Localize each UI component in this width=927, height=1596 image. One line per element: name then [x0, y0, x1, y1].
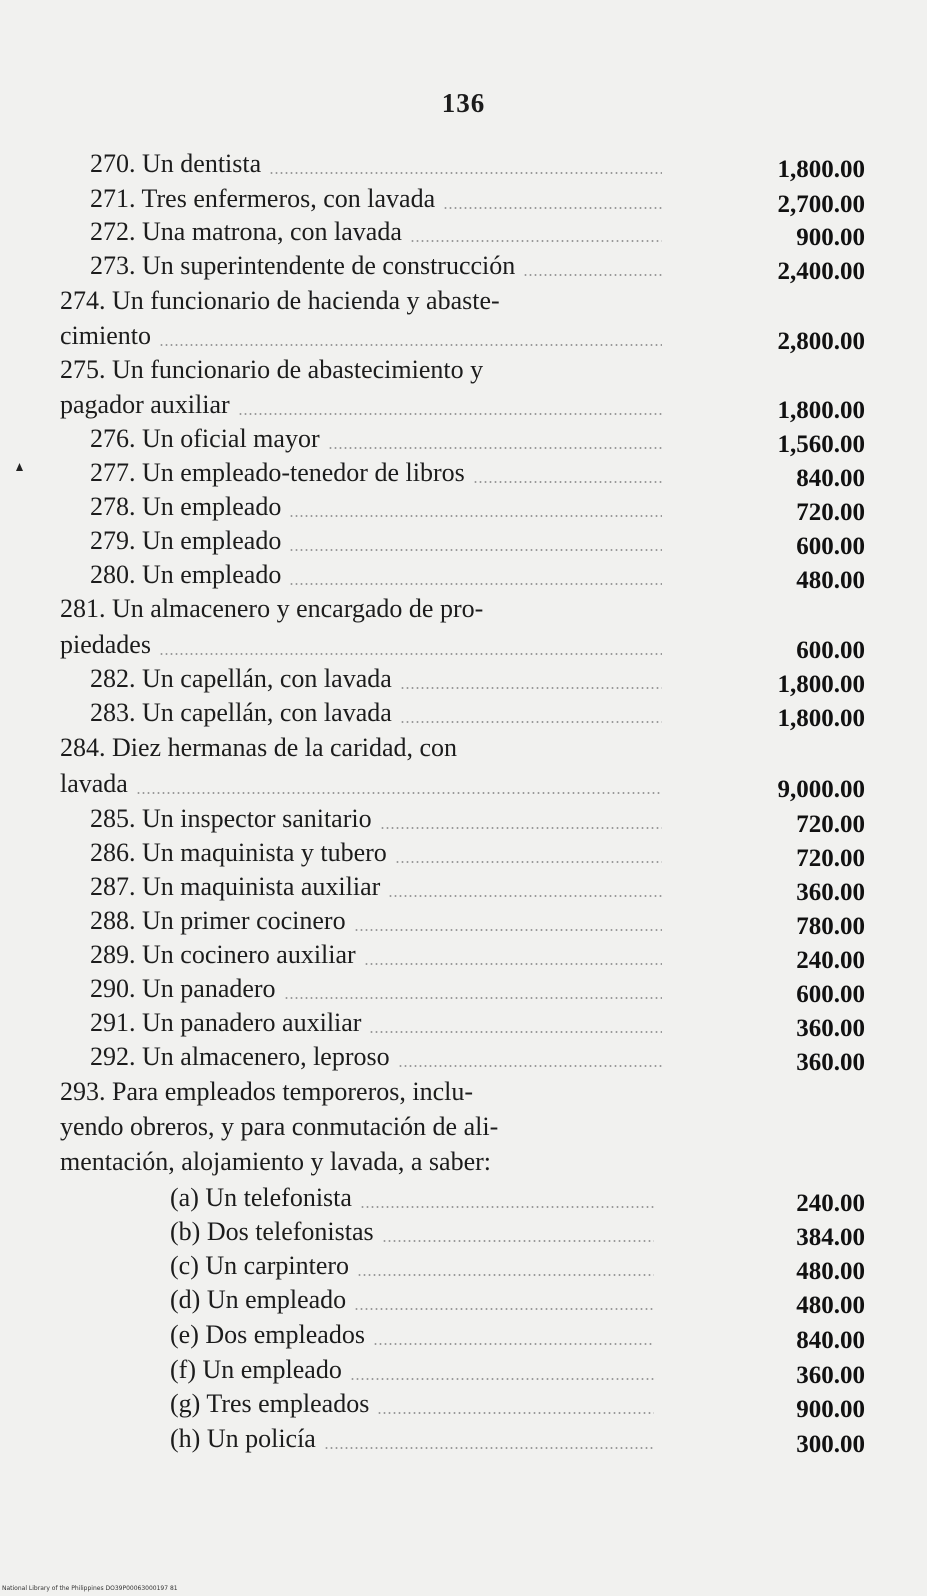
budget-line	[60, 695, 668, 731]
item-label: (h) Un policía	[170, 1424, 316, 1453]
library-footer: National Library of the Philippines DO39P00063000197 81	[2, 1585, 178, 1592]
budget-line	[60, 591, 668, 627]
item-amount: 2,800.00	[777, 328, 865, 355]
budget-line	[60, 523, 668, 559]
item-label: 284. Diez hermanas de la caridad, con	[60, 733, 458, 762]
item-label: 291. Un panadero auxiliar	[90, 1008, 362, 1037]
item-amount: 900.00	[796, 224, 865, 251]
item-label: (f) Un empleado	[170, 1355, 342, 1384]
item-label: 286. Un maquinista y tubero	[90, 838, 387, 867]
dot-leader	[523, 274, 662, 276]
item-label: (c) Un carpintero	[170, 1251, 350, 1280]
budget-line	[60, 1421, 660, 1457]
item-amount: 2,400.00	[777, 258, 865, 285]
item-label: 278. Un empleado	[90, 492, 282, 521]
item-amount: 840.00	[796, 465, 865, 492]
dot-leader	[289, 549, 662, 551]
item-amount: 300.00	[796, 1431, 865, 1458]
item-label: (g) Tres empleados	[170, 1389, 370, 1418]
item-amount: 720.00	[796, 811, 865, 838]
dot-leader	[289, 515, 662, 517]
dot-leader	[380, 827, 662, 829]
item-amount: 240.00	[796, 947, 865, 974]
budget-line	[60, 869, 668, 905]
item-label: 280. Un empleado	[90, 560, 282, 589]
item-label: 276. Un oficial mayor	[90, 424, 320, 453]
budget-line	[60, 146, 668, 182]
dot-leader	[238, 413, 662, 415]
item-label: 290. Un panadero	[90, 974, 276, 1003]
item-label: yendo obreros, y para conmutación de ali-	[60, 1112, 499, 1141]
item-label: 289. Un cocinero auxiliar	[90, 940, 356, 969]
page-number: 136	[441, 88, 486, 118]
item-amount: 780.00	[796, 913, 865, 940]
item-label: 288. Un primer cocinero	[90, 906, 346, 935]
budget-line	[60, 903, 668, 939]
dot-leader	[350, 1378, 654, 1380]
budget-line	[60, 1282, 660, 1318]
dot-leader	[328, 447, 662, 449]
item-amount: 2,700.00	[777, 191, 865, 218]
dot-leader	[369, 1031, 662, 1033]
item-label: 273. Un superintendente de construcción	[90, 251, 516, 280]
item-label: 292. Un almacenero, leproso	[90, 1042, 390, 1071]
budget-line	[60, 766, 668, 802]
budget-line	[60, 1180, 660, 1216]
dot-leader	[364, 963, 662, 965]
item-label: 277. Un empleado-tenedor de libros	[90, 458, 465, 487]
item-amount: 720.00	[796, 845, 865, 872]
item-label: 287. Un maquinista auxiliar	[90, 872, 381, 901]
dot-leader	[324, 1447, 654, 1449]
item-label: 272. Una matrona, con lavada	[90, 217, 402, 246]
budget-line	[60, 1005, 668, 1041]
item-label: (b) Dos telefonistas	[170, 1217, 374, 1246]
item-amount: 1,800.00	[777, 397, 865, 424]
budget-line	[60, 1039, 668, 1075]
item-label: 271. Tres enfermeros, con lavada	[90, 184, 436, 213]
dot-leader	[136, 792, 662, 794]
budget-line	[60, 181, 668, 217]
budget-line	[60, 248, 668, 284]
budget-line	[60, 661, 668, 697]
budget-line	[60, 627, 668, 663]
budget-line	[60, 283, 668, 319]
item-amount: 900.00	[796, 1396, 865, 1423]
dot-leader	[354, 1308, 654, 1310]
dot-leader	[395, 861, 662, 863]
budget-line	[60, 1074, 668, 1110]
item-amount: 1,800.00	[777, 156, 865, 183]
item-amount: 480.00	[796, 1258, 865, 1285]
dot-leader	[159, 344, 662, 346]
item-label: piedades	[60, 630, 151, 659]
item-amount: 600.00	[796, 533, 865, 560]
budget-line	[60, 1317, 660, 1353]
item-label: 279. Un empleado	[90, 526, 282, 555]
budget-line	[60, 1214, 660, 1250]
budget-line	[60, 1386, 660, 1422]
item-label: mentación, alojamiento y lavada, a saber:	[60, 1147, 491, 1176]
item-amount: 1,560.00	[777, 431, 865, 458]
budget-line	[60, 937, 668, 973]
dot-leader	[398, 1065, 662, 1067]
item-amount: 600.00	[796, 981, 865, 1008]
dot-leader	[473, 481, 662, 483]
dot-leader	[377, 1412, 654, 1414]
budget-line	[60, 318, 668, 354]
item-label: 282. Un capellán, con lavada	[90, 664, 392, 693]
item-amount: 600.00	[796, 637, 865, 664]
budget-line	[60, 971, 668, 1007]
item-label: 281. Un almacenero y encargado de pro-	[60, 594, 484, 623]
budget-line	[60, 455, 668, 491]
item-label: 283. Un capellán, con lavada	[90, 698, 392, 727]
item-amount: 360.00	[796, 1015, 865, 1042]
item-amount: 9,000.00	[777, 776, 865, 803]
item-label: 285. Un inspector sanitario	[90, 804, 372, 833]
item-label: 275. Un funcionario de abastecimiento y	[60, 355, 484, 384]
item-label: lavada	[60, 769, 128, 798]
dot-leader	[373, 1343, 654, 1345]
item-label: 270. Un dentista	[90, 149, 262, 178]
item-amount: 1,800.00	[777, 671, 865, 698]
dot-leader	[388, 895, 662, 897]
budget-line	[60, 835, 668, 871]
budget-line	[60, 421, 668, 457]
budget-line	[60, 730, 668, 766]
dot-leader	[410, 240, 662, 242]
margin-bullet-mark	[16, 463, 23, 471]
item-amount: 240.00	[796, 1190, 865, 1217]
dot-leader	[360, 1206, 654, 1208]
item-amount: 1,800.00	[777, 705, 865, 732]
item-amount: 720.00	[796, 499, 865, 526]
budget-line	[60, 387, 668, 423]
dot-leader	[269, 172, 662, 174]
dot-leader	[159, 653, 662, 655]
dot-leader	[400, 721, 662, 723]
item-label: (e) Dos empleados	[170, 1320, 365, 1349]
budget-line	[60, 489, 668, 525]
dot-leader	[400, 687, 662, 689]
budget-line	[60, 352, 668, 388]
item-amount: 360.00	[796, 879, 865, 906]
item-label: 293. Para empleados temporeros, inclu-	[60, 1077, 473, 1106]
budget-line	[60, 1144, 668, 1180]
dot-leader	[382, 1240, 654, 1242]
dot-leader	[284, 997, 662, 999]
budget-line	[60, 214, 668, 250]
item-amount: 360.00	[796, 1362, 865, 1389]
budget-line	[60, 1352, 660, 1388]
dot-leader	[357, 1274, 654, 1276]
item-amount: 480.00	[796, 567, 865, 594]
item-label: 274. Un funcionario de hacienda y abaste-	[60, 286, 500, 315]
item-amount: 384.00	[796, 1224, 865, 1251]
dot-leader	[289, 583, 662, 585]
item-amount: 480.00	[796, 1292, 865, 1319]
dot-leader	[443, 207, 662, 209]
item-amount: 360.00	[796, 1049, 865, 1076]
budget-line	[60, 801, 668, 837]
budget-line	[60, 1248, 660, 1284]
item-amount: 840.00	[796, 1327, 865, 1354]
item-label: cimiento	[60, 321, 151, 350]
dot-leader	[354, 929, 662, 931]
budget-line	[60, 1109, 668, 1145]
item-label: (a) Un telefonista	[170, 1183, 352, 1212]
item-label: (d) Un empleado	[170, 1285, 347, 1314]
budget-line	[60, 557, 668, 593]
item-label: pagador auxiliar	[60, 390, 230, 419]
